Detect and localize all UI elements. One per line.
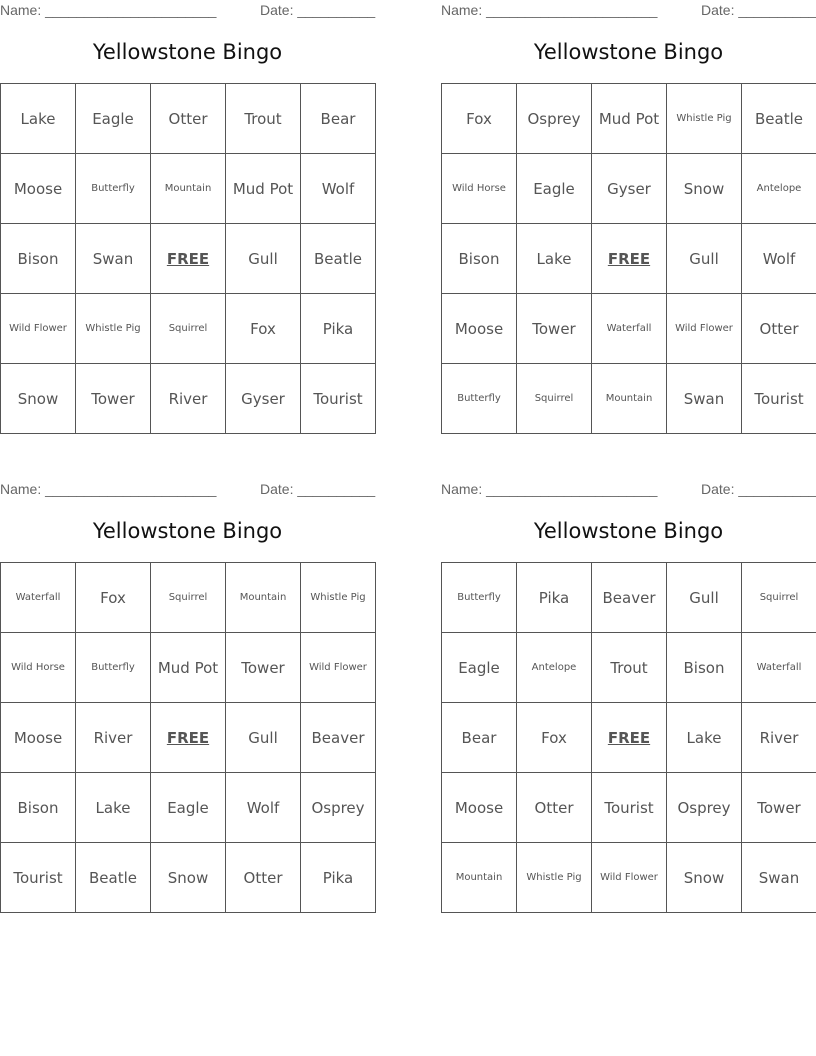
bingo-cell: Wolf — [742, 224, 816, 294]
bingo-cell: Squirrel — [742, 563, 816, 633]
bingo-row — [442, 843, 816, 913]
bingo-cell: Wild Horse — [1, 633, 76, 703]
name-field-label: Name: ______________________ — [441, 2, 658, 18]
bingo-cell: River — [742, 703, 816, 773]
bingo-cell: Waterfall — [592, 294, 667, 364]
bingo-cell: Butterfly — [442, 563, 517, 633]
bingo-cell: Antelope — [517, 633, 592, 703]
bingo-cell: Moose — [1, 154, 76, 224]
name-field-label: Name: ______________________ — [0, 481, 217, 497]
bingo-cell: Osprey — [517, 84, 592, 154]
bingo-cell: Waterfall — [742, 633, 816, 703]
bingo-cell: Gull — [667, 224, 742, 294]
bingo-cell: Lake — [517, 224, 592, 294]
bingo-row — [442, 773, 816, 843]
date-field-label: Date: __________ — [701, 481, 816, 497]
free-space: FREE — [592, 224, 667, 294]
bingo-cell: Lake — [1, 84, 76, 154]
name-field-label: Name: ______________________ — [0, 2, 217, 18]
bingo-cell: Snow — [1, 364, 76, 434]
card-header — [441, 479, 816, 501]
free-space: FREE — [151, 224, 226, 294]
bingo-cell: Squirrel — [151, 563, 226, 633]
bingo-cell: Bison — [1, 773, 76, 843]
bingo-cell: Beatle — [76, 843, 151, 913]
bingo-cell: Otter — [151, 84, 226, 154]
bingo-cell: Pika — [301, 843, 376, 913]
bingo-cell: Osprey — [301, 773, 376, 843]
bingo-cell: Wild Flower — [301, 633, 376, 703]
bingo-cell: Antelope — [742, 154, 816, 224]
card-title: Yellowstone Bingo — [92, 519, 283, 543]
bingo-cell: Beaver — [592, 563, 667, 633]
bingo-cell: Squirrel — [517, 364, 592, 434]
bingo-cell: Gull — [667, 563, 742, 633]
card-header — [441, 0, 816, 22]
bingo-grid — [0, 83, 376, 434]
bingo-cell: Whistle Pig — [667, 84, 742, 154]
bingo-cell: Gull — [226, 703, 301, 773]
bingo-cell: Beaver — [301, 703, 376, 773]
bingo-cell: Tower — [226, 633, 301, 703]
bingo-cell: Otter — [226, 843, 301, 913]
bingo-cell: Lake — [667, 703, 742, 773]
bingo-row — [1, 224, 376, 294]
bingo-row — [442, 703, 816, 773]
bingo-cell: Tourist — [301, 364, 376, 434]
bingo-cell: Mountain — [592, 364, 667, 434]
bingo-grid — [0, 562, 376, 913]
bingo-row — [1, 154, 376, 224]
card-header — [0, 479, 375, 501]
bingo-cell: Mud Pot — [151, 633, 226, 703]
bingo-cell: Moose — [1, 703, 76, 773]
bingo-row — [442, 563, 816, 633]
bingo-cell: Fox — [517, 703, 592, 773]
bingo-cell: Otter — [742, 294, 816, 364]
bingo-cell: Butterfly — [76, 154, 151, 224]
bingo-cell: Whistle Pig — [517, 843, 592, 913]
bingo-cell: Tower — [742, 773, 816, 843]
bingo-row — [1, 364, 376, 434]
card-title: Yellowstone Bingo — [533, 519, 724, 543]
bingo-cell: Bison — [442, 224, 517, 294]
bingo-cell: Trout — [592, 633, 667, 703]
bingo-cell: Wolf — [301, 154, 376, 224]
bingo-cell: Beatle — [301, 224, 376, 294]
bingo-cell: Eagle — [76, 84, 151, 154]
bingo-cell: Eagle — [517, 154, 592, 224]
bingo-cell: River — [151, 364, 226, 434]
bingo-cell: Swan — [742, 843, 816, 913]
bingo-cell: Mountain — [226, 563, 301, 633]
bingo-cell: Swan — [76, 224, 151, 294]
card-title: Yellowstone Bingo — [92, 40, 283, 64]
bingo-row — [442, 154, 816, 224]
date-field-label: Date: __________ — [260, 481, 376, 497]
bingo-cell: Lake — [76, 773, 151, 843]
bingo-cell: Wild Flower — [1, 294, 76, 364]
bingo-cell: Pika — [517, 563, 592, 633]
bingo-cell: Mountain — [151, 154, 226, 224]
bingo-row — [442, 364, 816, 434]
bingo-cell: Moose — [442, 294, 517, 364]
bingo-row — [442, 224, 816, 294]
bingo-cell: Tourist — [1, 843, 76, 913]
bingo-cell: Bison — [1, 224, 76, 294]
bingo-cell: Tower — [517, 294, 592, 364]
bingo-cell: Osprey — [667, 773, 742, 843]
date-field-label: Date: __________ — [701, 2, 816, 18]
bingo-cell: Bear — [301, 84, 376, 154]
bingo-cell: Whistle Pig — [76, 294, 151, 364]
bingo-cell: Moose — [442, 773, 517, 843]
bingo-cell: Wild Flower — [592, 843, 667, 913]
bingo-cell: Mud Pot — [592, 84, 667, 154]
bingo-cell: Beatle — [742, 84, 816, 154]
bingo-cell: Swan — [667, 364, 742, 434]
bingo-row — [1, 843, 376, 913]
bingo-grid — [441, 83, 816, 434]
bingo-cell: Wild Horse — [442, 154, 517, 224]
bingo-cell: Whistle Pig — [301, 563, 376, 633]
free-space: FREE — [151, 703, 226, 773]
bingo-cell: Bear — [442, 703, 517, 773]
bingo-row — [442, 294, 816, 364]
bingo-cell: Wild Flower — [667, 294, 742, 364]
bingo-cell: Squirrel — [151, 294, 226, 364]
bingo-cell: Snow — [151, 843, 226, 913]
bingo-row — [1, 703, 376, 773]
bingo-cell: Butterfly — [442, 364, 517, 434]
bingo-cell: Gyser — [592, 154, 667, 224]
bingo-cell: Gyser — [226, 364, 301, 434]
bingo-cell: Mountain — [442, 843, 517, 913]
bingo-row — [1, 84, 376, 154]
bingo-cell: Mud Pot — [226, 154, 301, 224]
bingo-cell: Waterfall — [1, 563, 76, 633]
bingo-cell: Otter — [517, 773, 592, 843]
bingo-row — [1, 633, 376, 703]
bingo-row — [1, 773, 376, 843]
bingo-cell: Tourist — [742, 364, 816, 434]
card-title: Yellowstone Bingo — [533, 40, 724, 64]
bingo-cell: Eagle — [442, 633, 517, 703]
bingo-row — [1, 294, 376, 364]
bingo-cell: Wolf — [226, 773, 301, 843]
bingo-cell: Fox — [76, 563, 151, 633]
bingo-cell: Tourist — [592, 773, 667, 843]
bingo-cell: River — [76, 703, 151, 773]
bingo-cell: Fox — [226, 294, 301, 364]
date-field-label: Date: __________ — [260, 2, 376, 18]
bingo-cell: Pika — [301, 294, 376, 364]
bingo-cell: Bison — [667, 633, 742, 703]
bingo-cell: Snow — [667, 154, 742, 224]
bingo-cell: Gull — [226, 224, 301, 294]
bingo-cell: Eagle — [151, 773, 226, 843]
bingo-cell: Butterfly — [76, 633, 151, 703]
bingo-row — [442, 633, 816, 703]
bingo-row — [442, 84, 816, 154]
name-field-label: Name: ______________________ — [441, 481, 658, 497]
card-header — [0, 0, 375, 22]
free-space: FREE — [592, 703, 667, 773]
bingo-cell: Fox — [442, 84, 517, 154]
bingo-cell: Snow — [667, 843, 742, 913]
bingo-row — [1, 563, 376, 633]
bingo-cell: Tower — [76, 364, 151, 434]
bingo-cell: Trout — [226, 84, 301, 154]
bingo-grid — [441, 562, 816, 913]
